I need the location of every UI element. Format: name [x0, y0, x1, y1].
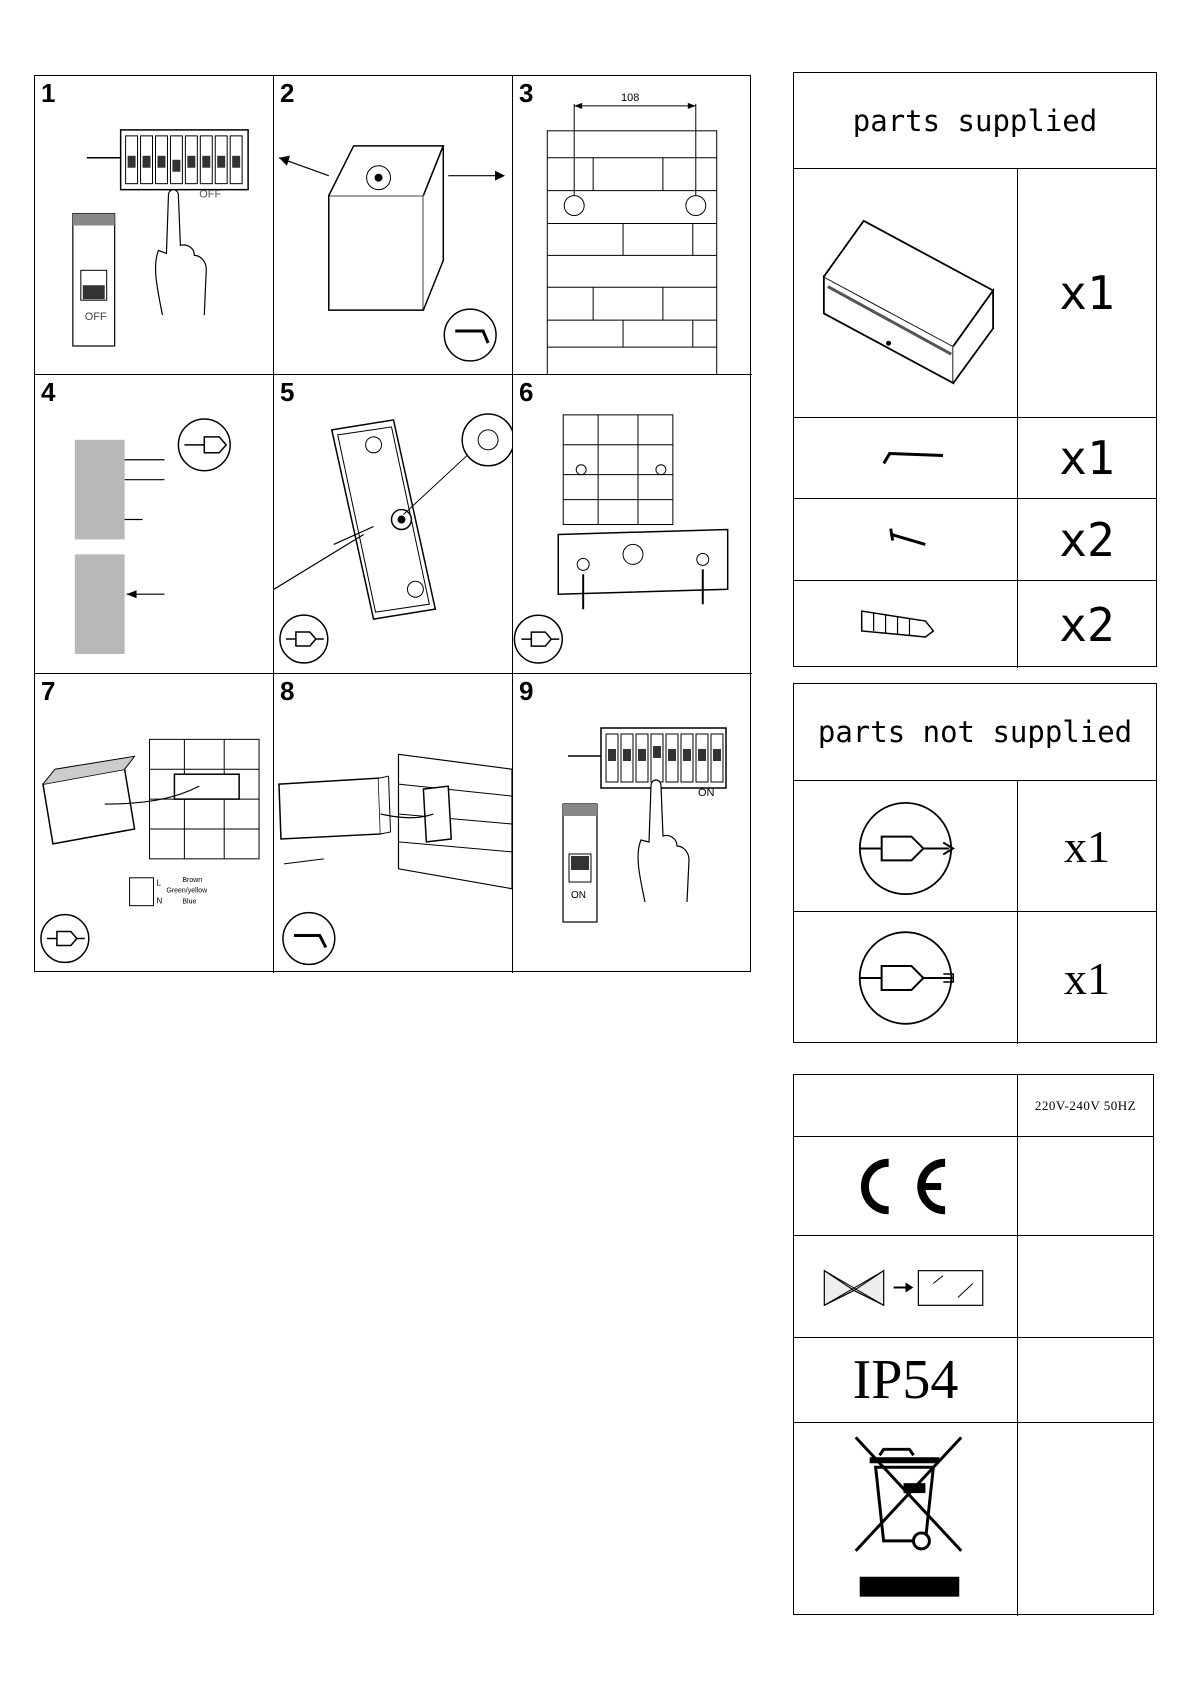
step-2-panel	[274, 76, 513, 375]
step-number: 3	[519, 78, 534, 108]
wiring-illustration	[35, 674, 273, 973]
instruction-grid	[34, 75, 751, 972]
wire-l-label: L	[156, 878, 161, 888]
part-qty: x2	[1059, 597, 1115, 652]
lamp-body-icon	[794, 169, 1018, 417]
step-number: 9	[519, 676, 534, 706]
wire-n-label: N	[156, 896, 163, 906]
ip-rating: IP54	[852, 1349, 959, 1411]
part-row	[794, 781, 1156, 912]
part-row	[794, 912, 1156, 1044]
parts-supplied-title: parts supplied	[852, 103, 1098, 138]
drill-holes-illustration	[513, 76, 752, 374]
weee-bin-icon	[794, 1423, 1018, 1616]
step-1-panel	[35, 76, 274, 375]
breaker-off-label: OFF	[84, 311, 107, 324]
wire-blue-label: Blue	[182, 898, 197, 906]
wall-plug-insert-illustration	[35, 375, 273, 673]
safety-glass-icon	[794, 1236, 1018, 1337]
part-row	[794, 169, 1156, 418]
step-7-panel	[35, 674, 274, 973]
on-label: ON	[698, 787, 715, 799]
part-row	[794, 499, 1156, 581]
step-number: 6	[519, 377, 534, 407]
fix-plate-illustration	[513, 375, 752, 673]
spec-row	[794, 1137, 1153, 1236]
part-qty: x1	[1064, 820, 1110, 872]
attach-lamp-illustration	[274, 674, 512, 973]
spec-row	[794, 1423, 1153, 1616]
remove-cover-illustration	[274, 76, 512, 374]
spec-row	[794, 1338, 1153, 1423]
step-8-panel	[274, 674, 513, 973]
step-9-panel	[513, 674, 752, 973]
part-row	[794, 418, 1156, 499]
dimension-label: 108	[621, 91, 640, 104]
part-qty: x1	[1059, 266, 1115, 320]
voltage-label: 220V-240V 50HZ	[1034, 1097, 1137, 1113]
off-label: OFF	[199, 188, 222, 201]
wire-green-yellow-label: Green/yellow	[166, 887, 208, 895]
parts-not-supplied-table	[793, 683, 1157, 1043]
step-number: 2	[280, 78, 295, 108]
step-number: 5	[280, 377, 295, 407]
breaker-off-illustration	[35, 76, 273, 374]
spec-row	[794, 1236, 1153, 1338]
breaker-on-label: ON	[571, 890, 586, 901]
ce-mark-icon	[794, 1137, 1018, 1235]
step-3-panel	[513, 76, 752, 375]
step-number: 1	[41, 78, 56, 108]
parts-supplied-header	[794, 73, 1156, 169]
spec-row	[794, 1075, 1153, 1137]
screw-icon	[794, 499, 1018, 580]
step-4-panel	[35, 375, 274, 674]
certification-table	[793, 1074, 1154, 1615]
part-qty: x1	[1064, 952, 1110, 1004]
parts-supplied-table	[793, 72, 1157, 667]
part-qty: x1	[1059, 431, 1115, 485]
phillips-screwdriver-icon	[794, 781, 1018, 911]
parts-not-supplied-title: parts not supplied	[817, 715, 1133, 749]
step-number: 8	[280, 676, 295, 706]
step-6-panel	[513, 375, 752, 674]
flat-screwdriver-icon	[794, 912, 1018, 1044]
step-5-panel	[274, 375, 513, 674]
step-number: 4	[41, 377, 56, 407]
mounting-plate-illustration	[274, 375, 512, 673]
wire-brown-label: Brown	[182, 876, 203, 884]
wall-plug-icon	[794, 581, 1018, 668]
parts-not-supplied-header	[794, 684, 1156, 781]
part-qty: x2	[1059, 512, 1115, 567]
allen-key-icon	[794, 418, 1018, 498]
step-number: 7	[41, 676, 56, 706]
breaker-on-illustration	[513, 674, 752, 973]
part-row	[794, 581, 1156, 668]
